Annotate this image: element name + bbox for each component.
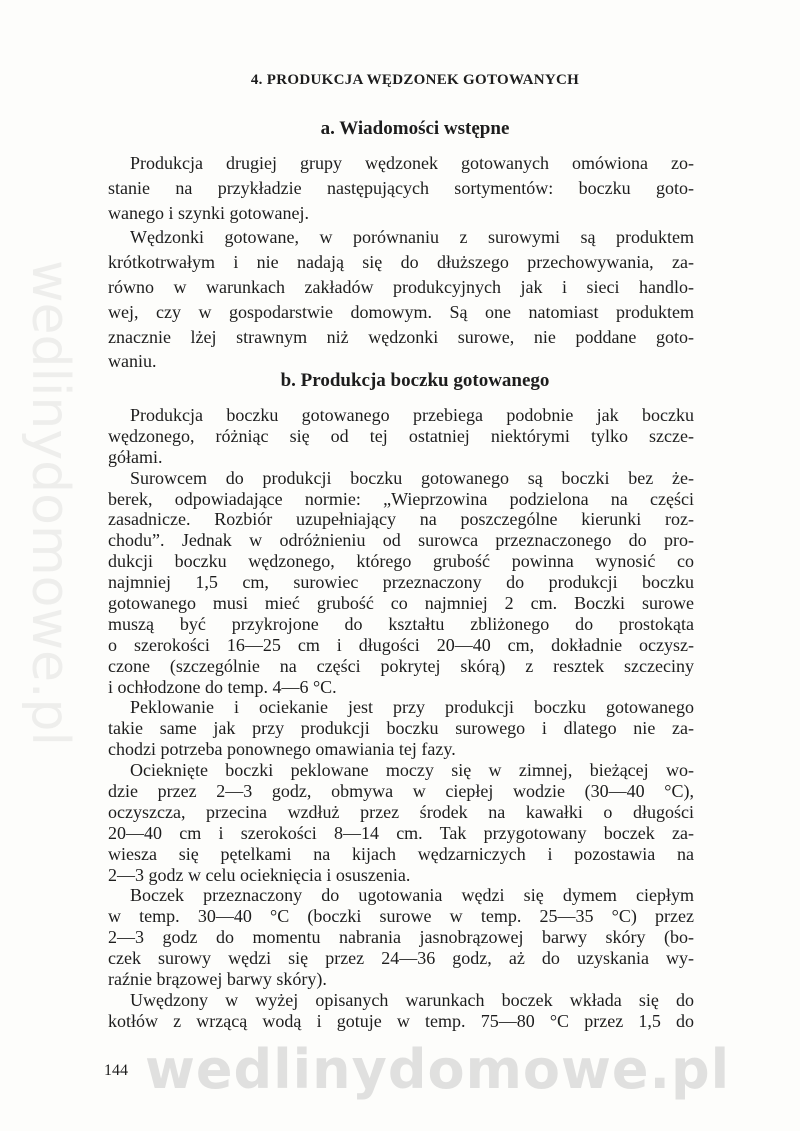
text-line: muszą być przykrojone do kształtu zbliżonego do prostokąta xyxy=(108,613,694,634)
text-line: 2—3 godz w celu ocieknięcia i osuszenia. xyxy=(108,864,411,885)
text-line: wanego i szynki gotowanej. xyxy=(108,202,309,223)
text-line: czek surowy wędzi się przez 24—36 godz, aż do uzyskania wy- xyxy=(108,948,694,969)
text-line: 20—40 cm i szerokości 8—14 cm. Tak przygotowany boczek za- xyxy=(108,822,694,843)
text-line: gotowanego musi mieć grubość co najmniej 2 cm. Boczki surowe xyxy=(108,593,694,614)
text-line: wiesza się pętelkami na kijach wędzarniczych i pozostawia na xyxy=(108,843,694,864)
text-line: gółami. xyxy=(108,446,163,467)
text-line: krótkotrwałym i nie nadają się do dłuższego przechowywania, za- xyxy=(108,252,694,273)
text-line: waniu. xyxy=(108,351,157,372)
text-line: w temp. 30—40 °C (boczki surowe w temp. 25—35 °C) przez xyxy=(108,906,694,927)
text-line: stanie na przykładzie następujących sortymentów: boczku goto- xyxy=(108,177,694,198)
section-b-heading: b. Produkcja boczku gotowanego xyxy=(280,370,550,391)
text-line: kotłów z wrzącą wodą i gotuje w temp. 75—80 °C przez 1,5 do xyxy=(108,1010,694,1031)
section-a-body xyxy=(108,151,694,374)
text-line: zasadnicze. Rozbiór uzupełniający na poszczególne kierunki roz- xyxy=(108,509,694,530)
text-line: i ochłodzone do temp. 4—6 °C. xyxy=(108,676,337,697)
text-line: Peklowanie i ociekanie jest przy produkcji boczku gotowanego xyxy=(130,697,694,718)
text-line: dzie przez 2—3 godz, obmywa w ciepłej wodzie (30—40 °C), xyxy=(108,781,694,802)
text-line: wędzonego, różniąc się od tej ostatniej niektórymi tylko szcze- xyxy=(108,425,694,446)
chapter-title: 4. PRODUKCJA WĘDZONEK GOTOWANYCH xyxy=(250,72,580,88)
side-watermark: wedlinydomowe.pl xyxy=(20,260,80,746)
section-a-heading: a. Wiadomości wstępne xyxy=(320,118,510,139)
text-line: chodzi potrzeba ponownego omawiania tej fazy. xyxy=(108,739,456,760)
text-line: Boczek przeznaczony do ugotowania wędzi się dymem ciepłym xyxy=(130,885,694,906)
text-line: berek, odpowiadające normie: „Wieprzowina podzielona na części xyxy=(108,488,694,509)
text-line: czone (szczególnie na części pokrytej skórą) z resztek szczeciny xyxy=(108,655,694,676)
text-line: 2—3 godz do momentu nabrania jasnobrązowej barwy skóry (bo- xyxy=(108,927,694,948)
section-b-body xyxy=(108,405,694,1032)
text-line: Ocieknięte boczki peklowane moczy się w zimnej, bieżącej wo- xyxy=(130,760,694,781)
text-line: równo w warunkach zakładów produkcyjnych jak i sieci handlo- xyxy=(108,276,694,297)
text-line: o szerokości 16—25 cm i długości 20—40 cm, dokładnie oczysz- xyxy=(108,634,694,655)
text-line: raźnie brązowej barwy skóry). xyxy=(108,969,327,990)
text-line: oczyszcza, przecina wzdłuż przez środek na kawałki o długości xyxy=(108,801,694,822)
text-line: Produkcja boczku gotowanego przebiega podobnie jak boczku xyxy=(130,405,694,425)
text-line: Produkcja drugiej grupy wędzonek gotowanych omówiona zo- xyxy=(130,153,694,173)
text-line: Uwędzony w wyżej opisanych warunkach boczek wkłada się do xyxy=(130,989,694,1010)
text-line: dukcji boczku wędzonego, którego grubość powinna wynosić co xyxy=(108,551,694,572)
text-line: Surowcem do produkcji boczku gotowanego są boczki bez że- xyxy=(130,467,694,488)
page-number: 144 xyxy=(104,1062,128,1079)
text-line: wej, czy w gospodarstwie domowym. Są one natomiast produktem xyxy=(108,301,694,322)
text-line: chodu”. Jednak w odróżnieniu od surowca przeznaczonego do pro- xyxy=(108,530,694,551)
text-line: Wędzonki gotowane, w porównaniu z surowymi są produktem xyxy=(130,227,694,248)
footer-watermark: wedlinydomowe.pl xyxy=(145,1038,731,1101)
text-line: najmniej 1,5 cm, surowiec przeznaczony do produkcji boczku xyxy=(108,572,694,593)
text-line: znacznie lżej strawnym niż wędzonki surowe, nie poddane goto- xyxy=(108,326,694,347)
text-line: takie same jak przy produkcji boczku surowego i dlatego nie za- xyxy=(108,718,694,739)
